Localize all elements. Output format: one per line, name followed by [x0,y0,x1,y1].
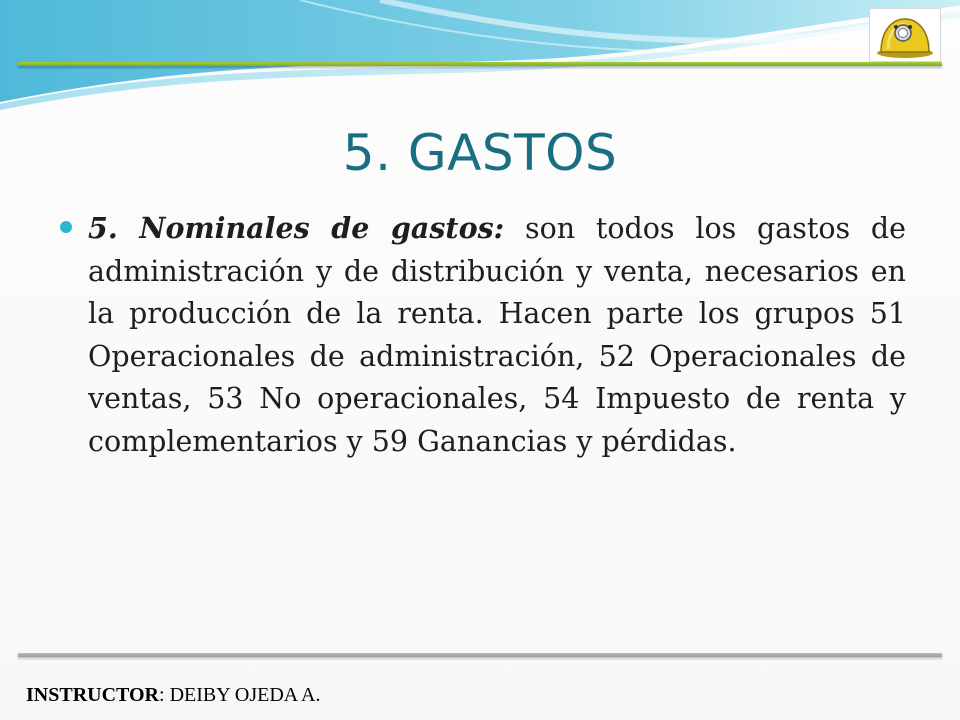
bullet-icon [60,221,72,233]
instructor-name: DEIBY OJEDA A. [169,684,321,706]
footer-separator: : [159,684,170,706]
header-wave-decoration [0,0,960,110]
bullet-paragraph [88,207,906,463]
bullet-lead: 5. Nominales de gastos: [88,211,505,245]
bullet-body: son todos los gastos de administración y de distribución y venta, necesarios en la producción de la renta. Hacen parte los grupos 51 Operacionales de administración, 52 Operacionales de ventas, 53 No operacionales, 54 Impuesto de renta y complementarios y 59 Ganancias y pérdidas. [88,212,907,458]
footer [26,682,321,708]
miner-helmet-icon [870,9,940,61]
logo [869,8,941,62]
bullet-item [88,207,906,463]
header-divider [18,62,942,66]
footer-divider [18,653,942,657]
slide-title: 5. GASTOS [342,124,618,182]
footer-label: INSTRUCTOR [26,684,159,706]
